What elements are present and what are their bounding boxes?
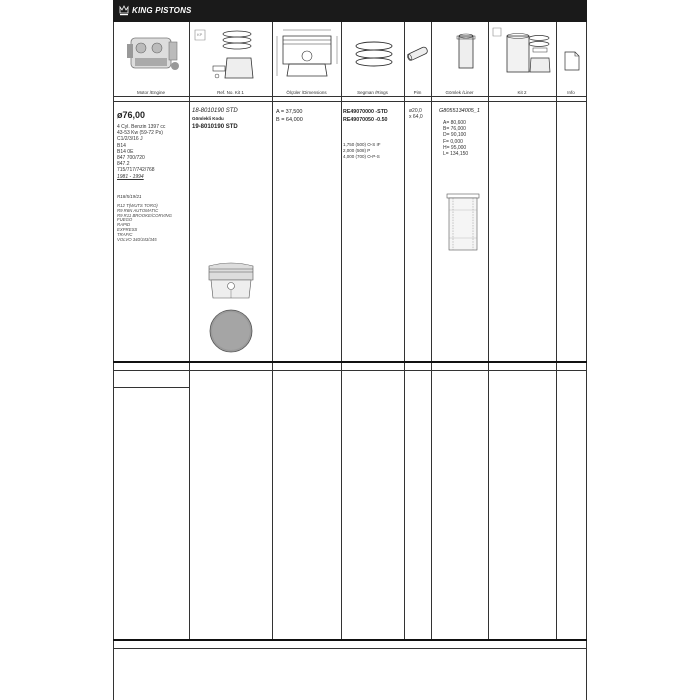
col-label-engine: Motor /Engine [136,90,165,95]
engine-spec: 4 Cyl. Benzin 1397 cc [117,124,166,130]
liner-spec: B= 76,000 [443,126,466,133]
engine-spec: C1/2/3/16 J [117,136,143,143]
liner-spec: H= 95,000 [443,144,467,151]
pin-spec-list [409,108,423,120]
vehicle: EXPRESS [117,226,138,232]
col-label-rings: Segman /Rings [357,90,388,95]
col-label-kit1: Ref. No. Kit 1 [217,90,244,95]
kit1-liner-ref: 19-8010190 STD [192,124,238,130]
col-label-dimensions: Ölçüler /Dimensions [286,90,327,95]
dimension-a: A = 37,500 [276,109,303,115]
engine-spec: B14 0E [117,148,134,155]
ring-spec: 4,000 (700) O-P-S [343,154,380,159]
vehicle: FUEGO [117,217,133,223]
header-bar [113,0,587,22]
vehicle: VOLVO 340/343/345 [117,236,157,242]
document-icon [561,24,583,84]
engine-spec-list [117,124,165,180]
piston-kit-icon [193,24,269,86]
engine-spec: 847 700/720 [117,155,145,162]
engine-spec: B14 [117,142,126,149]
dimension-b: B = 64,000 [276,117,303,123]
liner-spec: D= 90,100 [443,132,467,139]
bore-size: ø76,00 [117,110,146,120]
liner-code-label: Gömlekli Kodu [192,116,224,121]
vehicle: R9 R11 BROOKE/CORVING [117,212,172,218]
pin-diameter: ø20,0 [409,108,422,114]
pin-icon [405,24,431,84]
model-codes: R18/5/19/21 [117,194,142,199]
production-years: 1981 - 1994 [117,173,144,180]
liner-spec-list [443,120,468,157]
col-label-info: Info [567,90,575,95]
vehicle: R12 T(WUTS TORO) [117,203,158,208]
brand-logo [119,4,192,16]
dimensions-diagram-icon [275,24,339,84]
col-label-kit2: Kit 2 [517,90,527,95]
col-label-pin: Pim [413,90,422,95]
engine-spec: 43-53 Kw (59-72 Ps) [117,130,163,137]
engine-icon [121,24,183,84]
liner-spec: A= 80,600 [443,120,466,126]
kit1-ref: 18-8010190 STD [192,108,238,114]
vehicle-list [117,204,172,242]
svg-text:KP: KP [197,32,203,37]
col-label-liner: Gömlek /Liner [445,90,474,95]
vehicle: TRAFIC [117,231,133,237]
brand-name: KING PISTONS [132,5,192,15]
engine-spec: 847.2 [117,161,130,168]
vehicle: R9 R6N AUTOMATIC [117,207,159,213]
liner-spec: F= 0,000 [443,138,463,145]
piston-drawing [207,262,255,302]
kit2-icon [491,24,555,84]
liner-ref: G8055134005_1 [439,108,480,114]
piston-top-view [207,308,255,354]
ring-ref: RE49070050 -0.50 [343,117,388,123]
liner-drawing [441,190,485,256]
liner-spec: L= 134,150 [443,151,469,158]
catalog-page [113,0,587,700]
pin-length: x 64,0 [409,114,423,121]
liner-icon [447,24,487,84]
ring-spec: 1,750 (500) O-S IF [343,142,381,147]
ring-ref: RE49070000 -STD [343,109,388,115]
ring-spec-list [343,142,381,160]
vehicle: RAPID [117,222,131,228]
crown-icon [119,4,129,16]
dimension-list [276,108,303,124]
ring-spec: 2,000 (508) P [343,148,371,153]
ring-ref-list [343,108,388,124]
rings-icon [349,24,399,84]
engine-spec: 715/717/742/768 [117,167,155,174]
